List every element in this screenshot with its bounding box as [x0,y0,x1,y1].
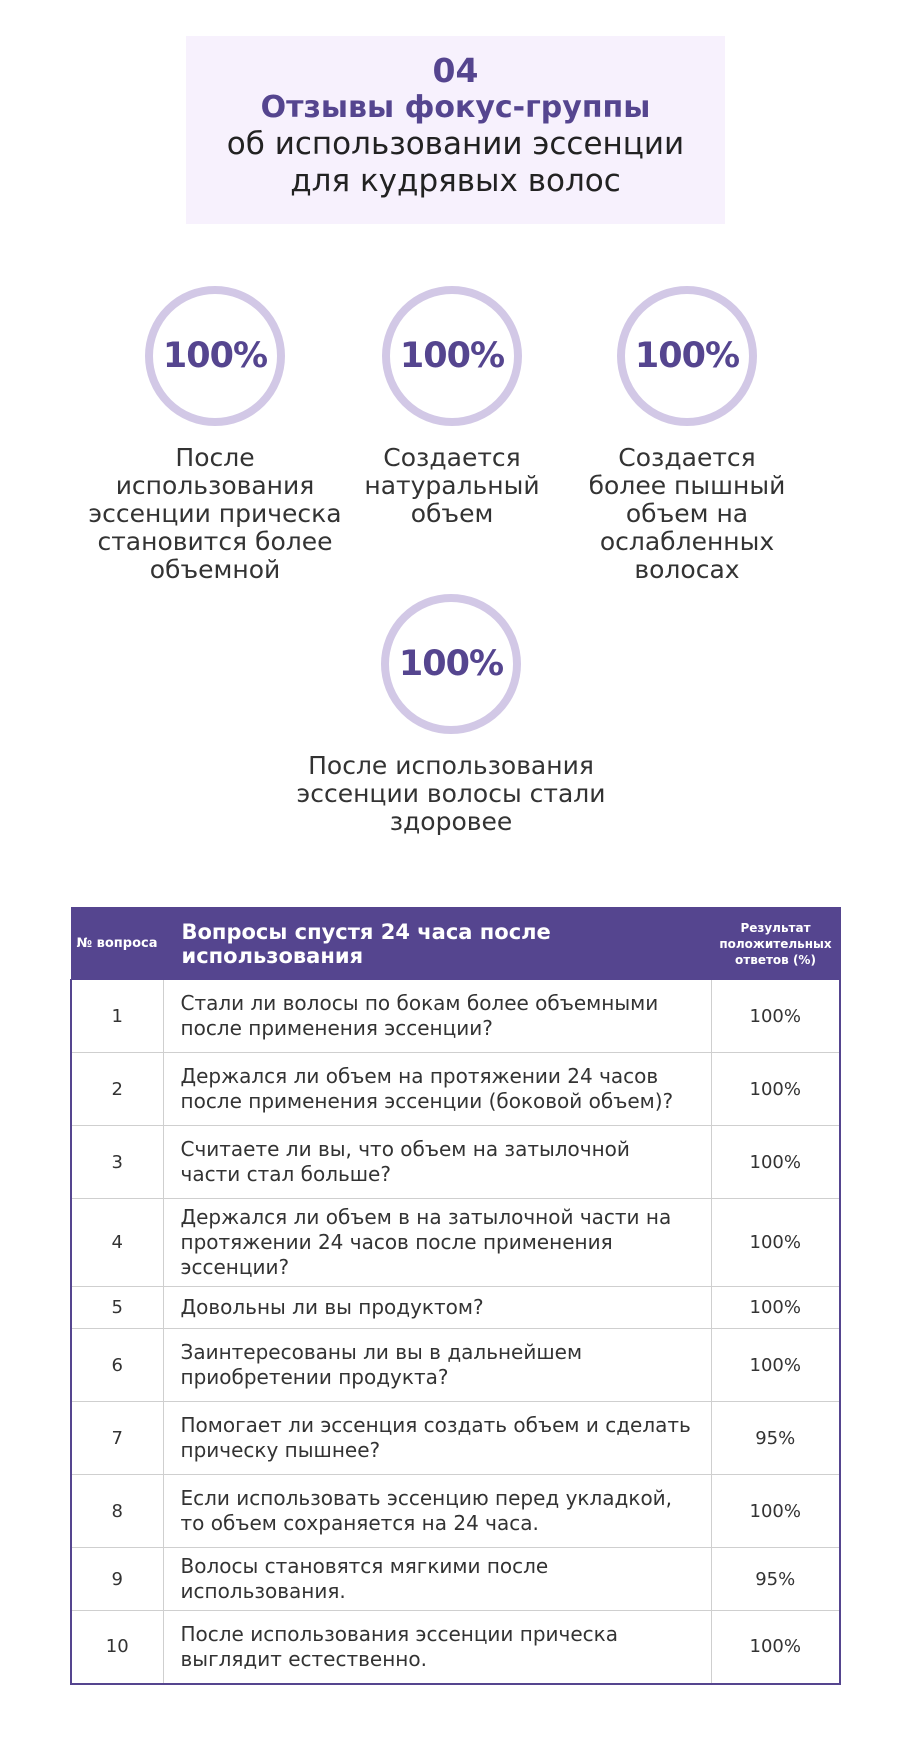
row-question: Помогает ли эссенция создать объем и сделать прическу пышнее? [163,1402,711,1475]
stat-2 [362,286,542,528]
section-header [186,36,725,224]
column-header-result: Результат положительных ответов (%) [711,908,840,980]
row-question: Стали ли волосы по бокам более объемными после применения эссенции? [163,980,711,1053]
table-row [71,1287,840,1329]
row-result: 100% [711,1475,840,1548]
column-header-number: № вопроса [71,908,163,980]
row-result: 95% [711,1548,840,1611]
row-question: Волосы становятся мягкими после использования. [163,1548,711,1611]
row-question: Держался ли объем в на затылочной части на протяжении 24 часов после применения эссенции? [163,1199,711,1287]
row-question: Держался ли объем на протяжении 24 часов после применения эссенции (боковой объем)? [163,1053,711,1126]
row-result: 100% [711,1199,840,1287]
row-number: 7 [71,1402,163,1475]
row-result: 100% [711,1611,840,1684]
row-number: 1 [71,980,163,1053]
row-number: 10 [71,1611,163,1684]
table-row [71,1199,840,1287]
row-number: 3 [71,1126,163,1199]
stat-ring: 100% [617,286,757,426]
stat-1 [86,286,344,584]
table-row [71,1611,840,1684]
section-title: Отзывы фокус-группы [260,90,651,125]
row-number: 9 [71,1548,163,1611]
stat-3 [576,286,798,584]
row-question: Заинтересованы ли вы в дальнейшем приобретении продукта? [163,1329,711,1402]
row-number: 8 [71,1475,163,1548]
row-result: 100% [711,1126,840,1199]
table-row [71,1475,840,1548]
row-question: Считаете ли вы, что объем на затылочной части стал больше? [163,1126,711,1199]
row-question: Если использовать эссенцию перед укладкой, то объем сохраняется на 24 часа. [163,1475,711,1548]
stat-4 [296,594,606,836]
stat-ring: 100% [382,286,522,426]
stat-text: После использования эссенции волосы стали здоровее [296,751,606,836]
stat-ring: 100% [145,286,285,426]
stat-text: Создается более пышный объем на ослабленных волосах [588,443,786,584]
row-number: 4 [71,1199,163,1287]
table-row [71,1402,840,1475]
table-row [71,1126,840,1199]
row-result: 100% [711,1287,840,1329]
stat-text: Создается натуральный объем [364,443,540,528]
survey-table [70,907,841,1685]
table-header-row [71,908,840,980]
table-row [71,1053,840,1126]
row-result: 100% [711,1329,840,1402]
stat-ring: 100% [381,594,521,734]
column-header-question: Вопросы спустя 24 часа после использования [163,908,711,980]
row-result: 95% [711,1402,840,1475]
table-row [71,980,840,1053]
row-question: Довольны ли вы продуктом? [163,1287,711,1329]
row-result: 100% [711,1053,840,1126]
table-row [71,1329,840,1402]
row-number: 2 [71,1053,163,1126]
section-number: 04 [432,51,479,90]
row-question: После использования эссенции прическа выглядит естественно. [163,1611,711,1684]
stat-text: После использования эссенции прическа становится более объемной [88,443,342,584]
section-subtitle-line-1: об использовании эссенции [226,126,685,162]
row-number: 5 [71,1287,163,1329]
row-number: 6 [71,1329,163,1402]
table-row [71,1548,840,1611]
row-result: 100% [711,980,840,1053]
section-subtitle-line-2: для кудрявых волос [290,163,621,199]
